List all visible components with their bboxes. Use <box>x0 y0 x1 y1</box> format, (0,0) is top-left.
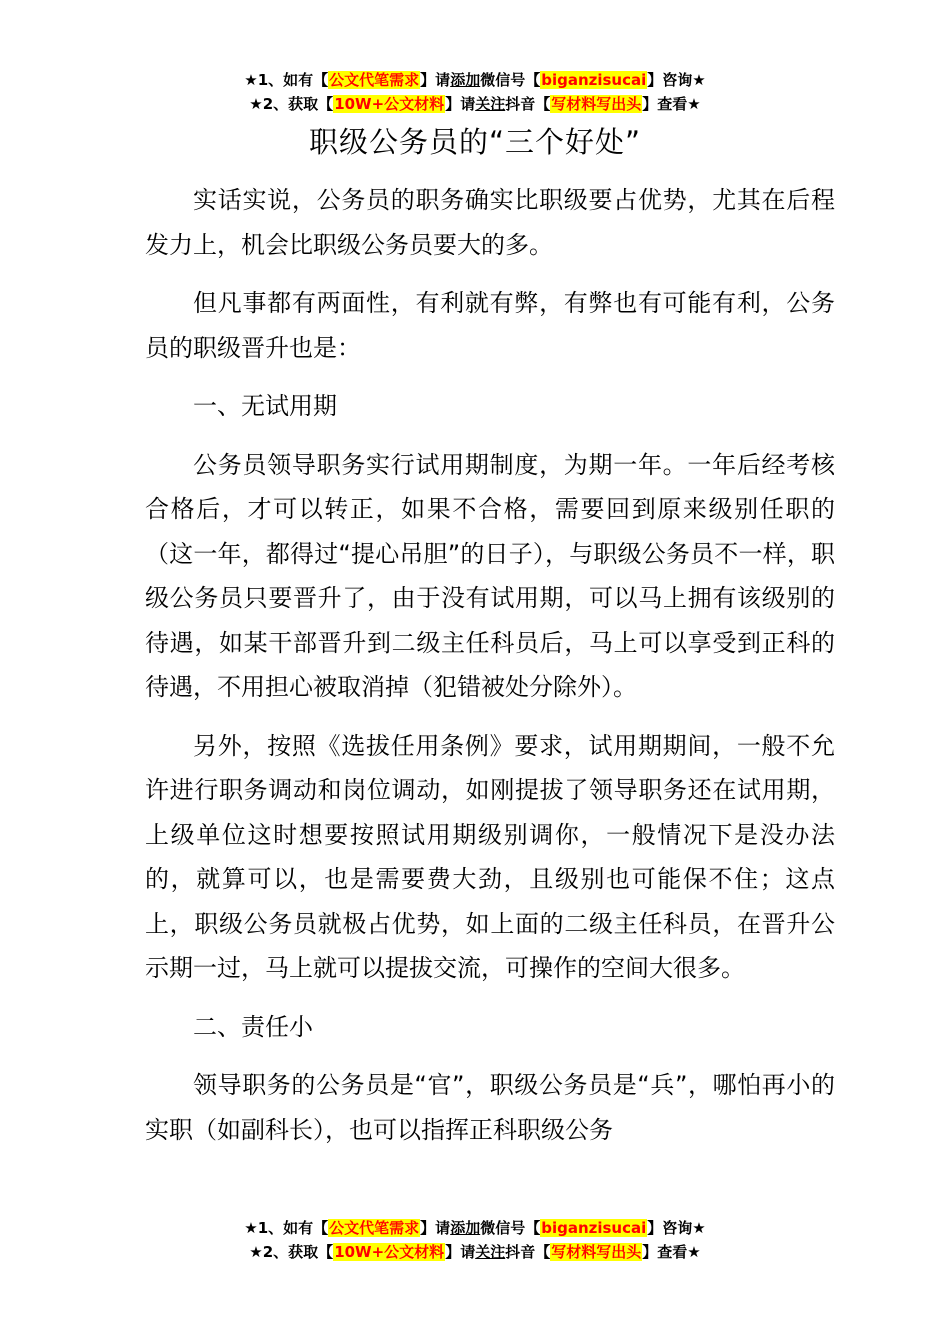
banner-text: ★1、如有【 <box>244 71 329 89</box>
banner-text: 】查看★ <box>642 95 701 113</box>
banner-wechat-id: biganzisucai <box>541 71 647 89</box>
banner-highlight: 公文代笔需求 <box>329 71 420 89</box>
paragraph: 但凡事都有两面性，有利就有弊，有弊也有可能有利，公务员的职级晋升也是： <box>145 289 835 362</box>
banner-highlight: 公文代笔需求 <box>329 1219 420 1237</box>
banner-line-1 <box>0 68 950 92</box>
banner-highlight: 10W+公文材料 <box>334 1243 445 1261</box>
banner-wechat-id: biganzisucai <box>541 1219 647 1237</box>
paragraph: 实话实说，公务员的职务确实比职级要占优势，尤其在后程发力上，机会比职级公务员要大的多。 <box>145 186 835 259</box>
paragraph: 领导职务的公务员是“官”，职级公务员是“兵”，哪怕再小的实职（如副科长），也可以指挥正科职级公务 <box>145 1071 835 1144</box>
paragraph: 公务员领导职务实行试用期制度，为期一年。一年后经考核合格后，才可以转正，如果不合格，需要回到原来级别任职的（这一年，都得过“提心吊胆”的日子），与职级公务员不一样，职级公务员只要晋升了，由于没有试用期，可以马上拥有该级别的待遇，如某干部晋升到二级主任科员后，马上可以享受到正科的待遇，不用担心被取消掉（犯错被处分除外）。 <box>145 450 835 701</box>
article-body <box>145 178 835 1166</box>
banner-text: 微信号【 <box>480 71 541 89</box>
banner-line-2 <box>0 1240 950 1264</box>
banner-underline: 关注 <box>475 1243 506 1261</box>
banner-text: 抖音【 <box>505 1243 551 1261</box>
paragraph: 另外，按照《选拔任用条例》要求，试用期期间，一般不允许进行职务调动和岗位调动，如刚提拔了领导职务还在试用期，上级单位这时想要按照试用期级别调你，一般情况下是没办法的，就算可以，也是需要费大劲，且级别也可能保不住；这点上，职级公务员就极占优势，如上面的二级主任科员，在晋升公示期一过，马上就可以提拔交流，可操作的空间大很多。 <box>145 731 835 982</box>
banner-text: 抖音【 <box>505 95 551 113</box>
header-banner <box>0 68 950 116</box>
banner-text: 】请 <box>420 71 451 89</box>
banner-text: ★1、如有【 <box>244 1219 329 1237</box>
banner-text: ★2、获取【 <box>249 1243 334 1261</box>
banner-text: 微信号【 <box>480 1219 541 1237</box>
section-heading: 一、无试用期 <box>193 392 337 420</box>
banner-line-1 <box>0 1216 950 1240</box>
banner-underline: 添加 <box>450 1219 481 1237</box>
banner-text: 】请 <box>445 1243 476 1261</box>
banner-text: ★2、获取【 <box>249 95 334 113</box>
page-title: 职级公务员的“三个好处” <box>308 125 642 159</box>
banner-line-2 <box>0 92 950 116</box>
section-heading: 二、责任小 <box>193 1012 313 1041</box>
banner-douyin-id: 写材料写出头 <box>551 95 642 113</box>
footer-banner <box>0 1216 950 1264</box>
banner-text: 】查看★ <box>642 1243 701 1261</box>
banner-text: 】请 <box>420 1219 451 1237</box>
banner-text: 】请 <box>445 95 476 113</box>
banner-underline: 添加 <box>450 71 481 89</box>
banner-douyin-id: 写材料写出头 <box>551 1243 642 1261</box>
banner-text: 】咨询★ <box>647 71 706 89</box>
banner-text: 】咨询★ <box>647 1219 706 1237</box>
banner-highlight: 10W+公文材料 <box>334 95 445 113</box>
banner-underline: 关注 <box>475 95 506 113</box>
